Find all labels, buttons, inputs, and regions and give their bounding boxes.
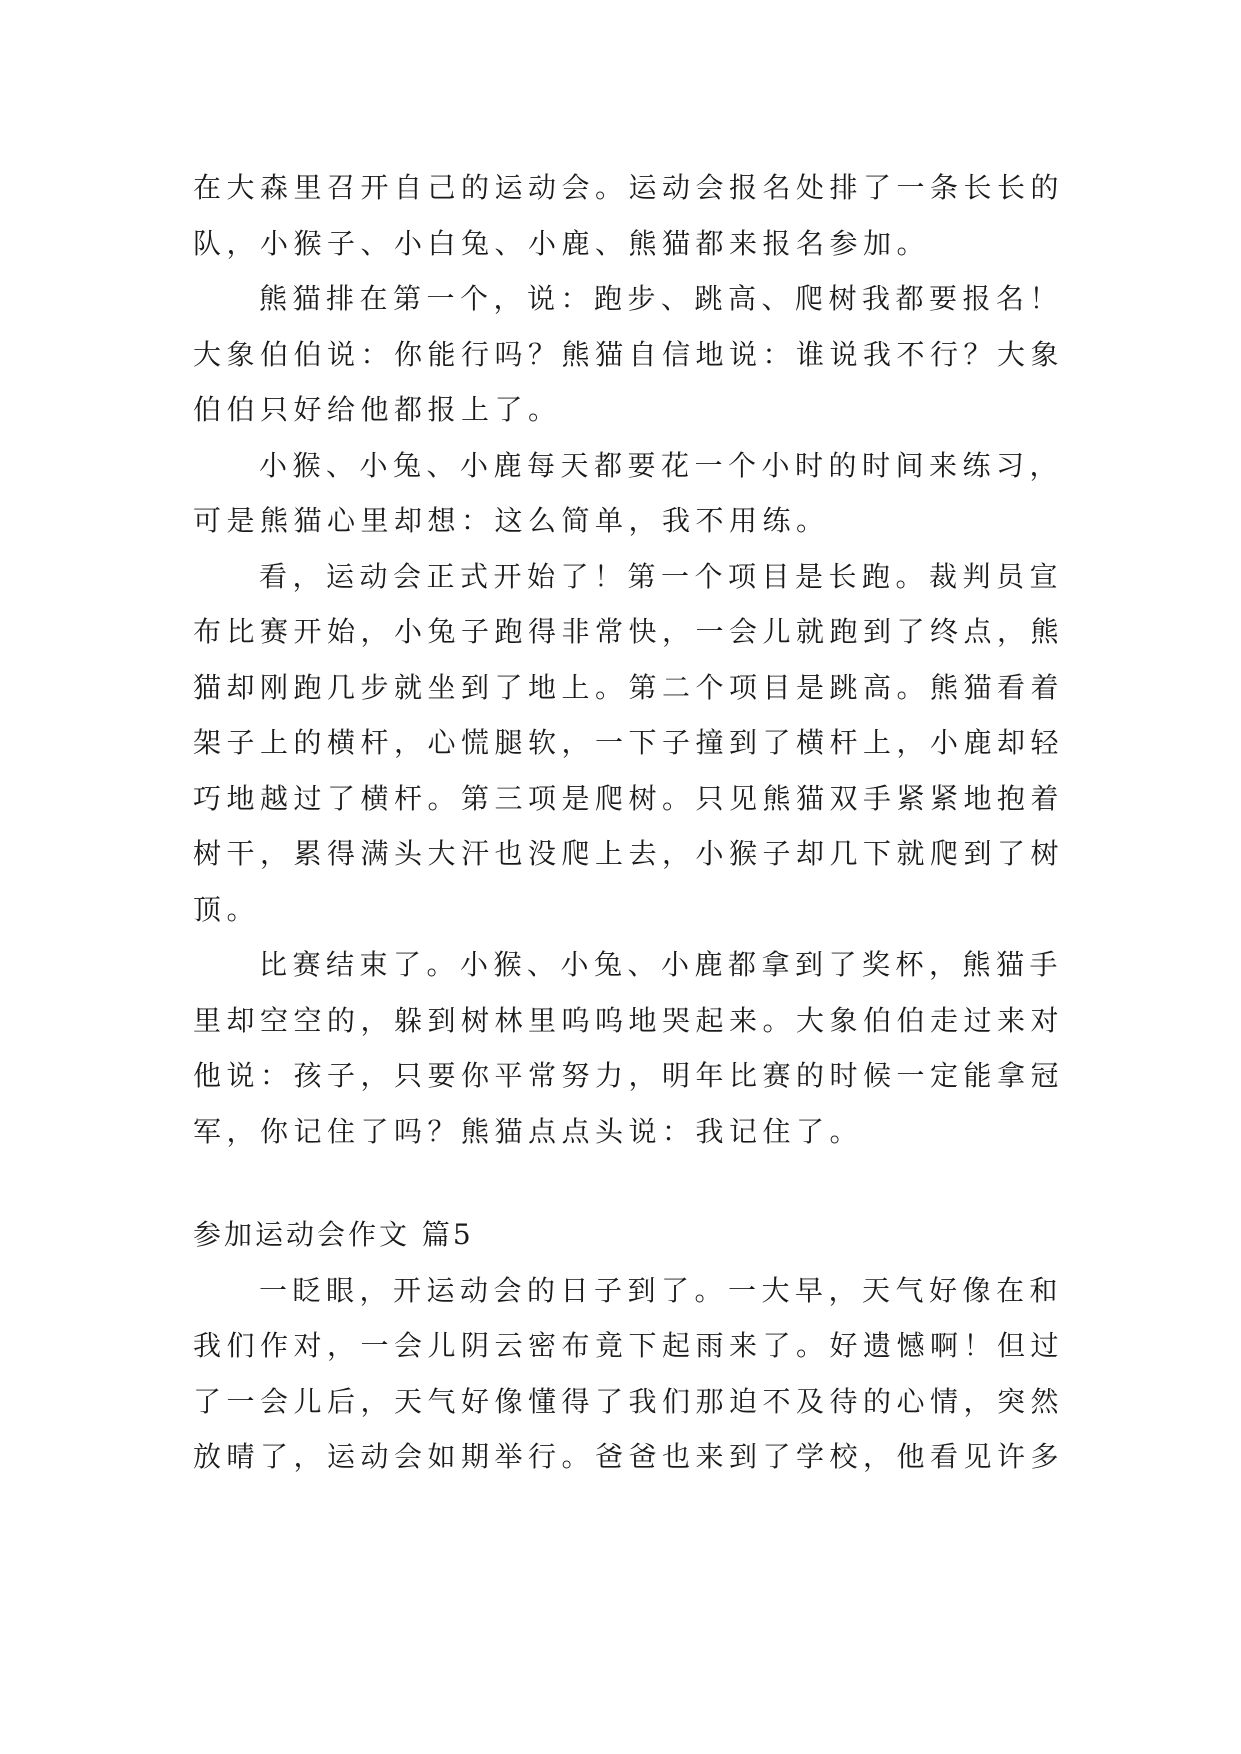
paragraph-2: [193, 271, 1065, 438]
text-line: 伯伯只好给他都报上了。: [193, 393, 562, 426]
text-line: 巧地越过了横杆。第三项是爬树。只见熊猫双手紧紧地抱着: [193, 781, 1065, 815]
text-line: 在大森里召开自己的运动会。运动会报名处排了一条长长的: [193, 171, 1065, 204]
text-line: 小猴、小兔、小鹿每天都要花一个小时的时间来练习，: [259, 448, 1064, 482]
text-line: 可是熊猫心里却想：这么简单，我不用练。: [193, 504, 830, 537]
text-line: 里却空空的，躲到树林里呜呜地哭起来。大象伯伯走过来对: [193, 1003, 1065, 1037]
paragraph-5: [193, 937, 1065, 1159]
text-line: 猫却刚跑几步就坐到了地上。第二个项目是跳高。熊猫看着: [193, 670, 1065, 704]
paragraph-4: [193, 549, 1065, 938]
text-line: 我们作对，一会儿阴云密布竟下起雨来了。好遗憾啊！但过: [193, 1329, 1065, 1362]
document-body: [193, 160, 1065, 1485]
text-line: 队，小猴子、小白兔、小鹿、熊猫都来报名参加。: [193, 226, 931, 260]
text-line: 一眨眼，开运动会的日子到了。一大早，天气好像在和: [259, 1273, 1064, 1307]
text-line: 他说：孩子，只要你平常努力，明年比赛的时候一定能拿冠: [193, 1059, 1065, 1092]
text-line: 了一会儿后，天气好像懂得了我们那迫不及待的心情，突然: [193, 1384, 1065, 1418]
paragraph-1: [193, 160, 1065, 271]
section-heading: 参加运动会作文 篇5: [193, 1218, 474, 1251]
text-line: 布比赛开始，小兔子跑得非常快，一会儿就跑到了终点，熊: [193, 615, 1065, 648]
text-line: 放晴了，运动会如期举行。爸爸也来到了学校，他看见许多: [193, 1440, 1065, 1473]
paragraph-3: [193, 438, 1064, 549]
text-line: 看，运动会正式开始了！第一个项目是长跑。裁判员宣: [259, 559, 1064, 593]
text-line: 架子上的横杆，心慌腿软，一下子撞到了横杆上，小鹿却轻: [193, 726, 1065, 759]
text-line: 军，你记住了吗？熊猫点点头说：我记住了。: [193, 1114, 864, 1148]
text-line: 熊猫排在第一个，说：跑步、跳高、爬树我都要报名！: [259, 282, 1064, 315]
text-line: 顶。: [193, 892, 261, 926]
text-line: 比赛结束了。小猴、小兔、小鹿都拿到了奖杯，熊猫手: [259, 948, 1064, 981]
paragraph-6: [193, 1263, 1065, 1485]
text-line: 树干，累得满头大汗也没爬上去，小猴子却几下就爬到了树: [193, 837, 1065, 870]
text-line: 大象伯伯说：你能行吗？熊猫自信地说：谁说我不行？大象: [193, 337, 1065, 371]
